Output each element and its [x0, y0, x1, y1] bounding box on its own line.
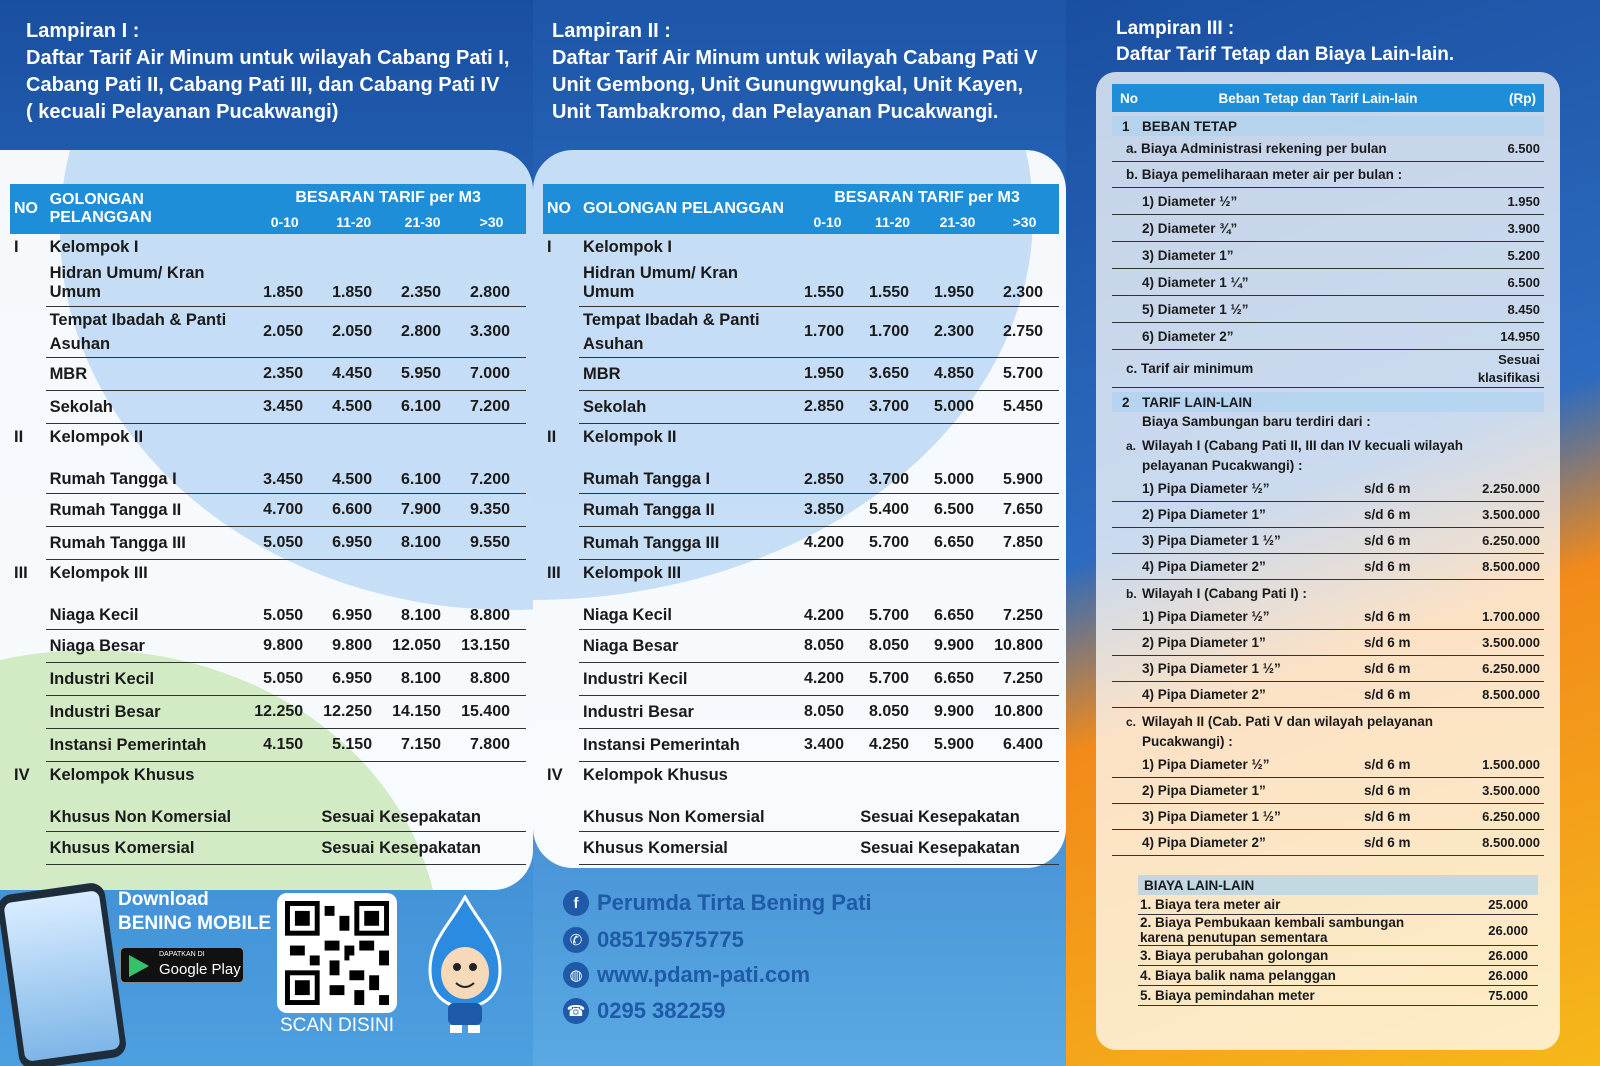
table-row: Rumah Tangga II 3.850 5.400 6.500 7.650	[543, 494, 1059, 527]
whatsapp-icon: ✆	[563, 927, 589, 953]
pipe-fee-row: 3) Pipa Diameter 1 ½” s/d 6 m 6.250.000	[1112, 528, 1544, 554]
contact-facebook[interactable]: f Perumda Tirta Bening Pati	[563, 890, 872, 916]
play-icon	[129, 955, 149, 977]
lampiran-1-panel	[0, 0, 533, 1066]
fee-row: 3) Diameter 1” 5.200	[1112, 242, 1544, 269]
group-row: II Kelompok II	[547, 427, 677, 446]
table-row: MBR 1.950 3.650 4.850 5.700	[543, 358, 1059, 391]
col-no: NO	[10, 184, 46, 234]
qr-code-icon	[285, 901, 389, 1005]
table-row: Industri Kecil 4.200 5.700 6.650 7.250	[543, 663, 1059, 696]
pipe-fee-row: 2) Pipa Diameter 1” s/d 6 m 3.500.000	[1112, 778, 1544, 804]
group-row: III Kelompok III	[14, 563, 148, 582]
region-heading: b. Wilayah I (Cabang Pati I) :	[1126, 586, 1307, 601]
water-drop-mascot-icon	[420, 895, 510, 1035]
pipe-fee-row: 1) Pipa Diameter ½” s/d 6 m 2.250.000	[1112, 476, 1544, 502]
table-row: Tempat Ibadah & Panti Asuhan 1.700 1.700 2.300 2.750	[543, 307, 1059, 358]
group-row: IV Kelompok Khusus	[14, 765, 195, 784]
other-fee-row: 1. Biaya tera meter air 25.000	[1138, 895, 1538, 915]
table-row: MBR 2.350 4.450 5.950 7.000	[10, 358, 526, 391]
lampiran-3-title: Lampiran III : Daftar Tarif Tetap dan Biaya Lain-lain.	[1116, 18, 1455, 65]
fee-row: 6) Diameter 2” 14.950	[1112, 323, 1544, 350]
col-band: 21-30	[388, 210, 457, 234]
pipe-fee-row: 4) Pipa Diameter 2” s/d 6 m 8.500.000	[1112, 830, 1544, 856]
fee-row: 4) Diameter 1 ¼” 6.500	[1112, 269, 1544, 296]
col-no: NO	[543, 184, 579, 234]
region-heading: a. Wilayah I (Cabang Pati II, III dan IV kecuali wilayah pelayanan Pucakwangi) :	[1126, 438, 1463, 473]
scan-label: SCAN DISINI	[279, 1015, 395, 1036]
other-fees-title: BIAYA LAIN-LAIN	[1138, 875, 1538, 895]
tariff-table-1	[10, 184, 526, 865]
section-tarif-lain: 2 TARIF LAIN-LAIN	[1112, 392, 1544, 412]
table-row: Khusus Komersial Sesuai Kesepakatan	[10, 832, 526, 865]
col-tarif: BESARAN TARIF per M3	[250, 184, 526, 210]
table-row: Rumah Tangga III 5.050 6.950 8.100 9.550	[10, 527, 526, 560]
other-fees	[1138, 875, 1538, 1006]
table-row: Niaga Besar 9.800 9.800 12.050 13.150	[10, 630, 526, 663]
table-row: Rumah Tangga I 3.450 4.500 6.100 7.200	[10, 454, 526, 494]
col-band: 0-10	[250, 210, 319, 234]
region-heading: c. Wilayah II (Cab. Pati V dan wilayah pelayanan Pucakwangi) :	[1126, 714, 1433, 749]
google-play-badge[interactable]: DAPATKAN DI Google Play	[120, 947, 244, 983]
fixed-fee-header: No Beban Tetap dan Tarif Lain-lain (Rp)	[1112, 84, 1544, 112]
table-row: Niaga Kecil 5.050 6.950 8.100 8.800	[10, 590, 526, 630]
facebook-icon: f	[563, 890, 589, 916]
table-row: Khusus Non Komersial Sesuai Kesepakatan	[543, 792, 1059, 832]
group-row: I Kelompok I	[547, 238, 672, 256]
table-row: Industri Besar 8.050 8.050 9.900 10.800	[543, 696, 1059, 729]
table-row: Sekolah 2.850 3.700 5.000 5.450	[543, 391, 1059, 424]
fee-row: 5) Diameter 1 ½” 8.450	[1112, 296, 1544, 323]
table-row: Sekolah 3.450 4.500 6.100 7.200	[10, 391, 526, 424]
section-beban-tetap: 1 BEBAN TETAP	[1112, 116, 1544, 136]
table-row: Niaga Besar 8.050 8.050 9.900 10.800	[543, 630, 1059, 663]
other-fee-row: 5. Biaya pemindahan meter 75.000	[1138, 986, 1538, 1006]
qr-code[interactable]	[277, 893, 397, 1013]
group-row: III Kelompok III	[547, 563, 682, 582]
pipe-fee-row: 4) Pipa Diameter 2” s/d 6 m 8.500.000	[1112, 682, 1544, 708]
telephone-icon: ☎	[563, 998, 589, 1024]
contact-phone[interactable]: ☎ 0295 382259	[563, 998, 725, 1024]
group-row: II Kelompok II	[14, 427, 144, 446]
contact-website[interactable]: ◍ www.pdam-pati.com	[563, 962, 810, 988]
col-golongan: GOLONGAN PELANGGAN	[579, 184, 795, 234]
table-row: Hidran Umum/ Kran Umum 1.550 1.550 1.950 2.300	[543, 264, 1059, 307]
table-row: Rumah Tangga I 2.850 3.700 5.000 5.900	[543, 454, 1059, 494]
table-row: Niaga Kecil 4.200 5.700 6.650 7.250	[543, 590, 1059, 630]
other-fee-row: 3. Biaya perubahan golongan 26.000	[1138, 946, 1538, 966]
table-row: Industri Kecil 5.050 6.950 8.100 8.800	[10, 663, 526, 696]
pipe-fee-row: 2) Pipa Diameter 1” s/d 6 m 3.500.000	[1112, 502, 1544, 528]
lampiran-1-title: Lampiran I : Daftar Tarif Air Minum untuk wilayah Cabang Pati I, Cabang Pati II, Cabang Pati III, dan Cabang Pati IV ( kecuali Pelayanan Pucakwangi)	[26, 20, 510, 123]
globe-icon: ◍	[563, 962, 589, 988]
col-band: >30	[990, 210, 1059, 234]
table-row: Rumah Tangga II 4.700 6.600 7.900 9.350	[10, 494, 526, 527]
col-band: >30	[457, 210, 526, 234]
fee-row: 2) Diameter ¾” 3.900	[1112, 215, 1544, 242]
table-row: Rumah Tangga III 4.200 5.700 6.650 7.850	[543, 527, 1059, 560]
pipe-fee-row: 2) Pipa Diameter 1” s/d 6 m 3.500.000	[1112, 630, 1544, 656]
table-row: Industri Besar 12.250 12.250 14.150 15.400	[10, 696, 526, 729]
fee-row: b. Biaya pemeliharaan meter air per bulan :	[1112, 162, 1544, 188]
table-row: Hidran Umum/ Kran Umum 1.850 1.850 2.350 2.800	[10, 264, 526, 307]
col-tarif: BESARAN TARIF per M3	[795, 184, 1059, 210]
pipe-fee-row: 3) Pipa Diameter 1 ½” s/d 6 m 6.250.000	[1112, 656, 1544, 682]
table-row: Instansi Pemerintah 4.150 5.150 7.150 7.800	[10, 729, 526, 762]
fixed-fee-table	[1112, 84, 1544, 856]
table-row: Khusus Non Komersial Sesuai Kesepakatan	[10, 792, 526, 832]
pipe-fee-row: 1) Pipa Diameter ½” s/d 6 m 1.500.000	[1112, 752, 1544, 778]
contact-whatsapp[interactable]: ✆ 085179575775	[563, 927, 744, 953]
connection-intro: Biaya Sambungan baru terdiri dari :	[1142, 414, 1371, 429]
other-fee-row: 2. Biaya Pembukaan kembali sambungan karena penutupan sementara 26.000	[1138, 915, 1538, 946]
lampiran-2-title: Lampiran II : Daftar Tarif Air Minum untuk wilayah Cabang Pati V Unit Gembong, Unit Gunungwungkal, Unit Kayen, Unit Tambakromo, dan Pelayanan Pucakwangi.	[552, 20, 1038, 123]
col-band: 11-20	[319, 210, 388, 234]
download-promo: Download BENING MOBILE	[118, 889, 272, 934]
group-row: IV Kelompok Khusus	[547, 765, 728, 784]
phone-image	[0, 881, 128, 1066]
col-band: 21-30	[925, 210, 990, 234]
col-golongan: GOLONGAN PELANGGAN	[46, 184, 251, 234]
col-band: 11-20	[860, 210, 925, 234]
table-row: Khusus Komersial Sesuai Kesepakatan	[543, 832, 1059, 865]
tariff-table-2	[543, 184, 1059, 865]
pipe-fee-row: 3) Pipa Diameter 1 ½” s/d 6 m 6.250.000	[1112, 804, 1544, 830]
other-fee-row: 4. Biaya balik nama pelanggan 26.000	[1138, 966, 1538, 986]
table-row: Tempat Ibadah & Panti Asuhan 2.050 2.050 2.800 3.300	[10, 307, 526, 358]
fee-row: c. Tarif air minimum Sesuai klasifikasi	[1112, 350, 1544, 388]
col-band: 0-10	[795, 210, 860, 234]
lampiran-2-panel	[533, 0, 1066, 1066]
lampiran-3-panel	[1066, 0, 1600, 1066]
fee-row: a. Biaya Administrasi rekening per bulan 6.500	[1112, 136, 1544, 162]
pipe-fee-row: 1) Pipa Diameter ½” s/d 6 m 1.700.000	[1112, 604, 1544, 630]
table-row: Instansi Pemerintah 3.400 4.250 5.900 6.400	[543, 729, 1059, 762]
fee-row: 1) Diameter ½” 1.950	[1112, 188, 1544, 215]
group-row: I Kelompok I	[14, 238, 139, 256]
pipe-fee-row: 4) Pipa Diameter 2” s/d 6 m 8.500.000	[1112, 554, 1544, 580]
